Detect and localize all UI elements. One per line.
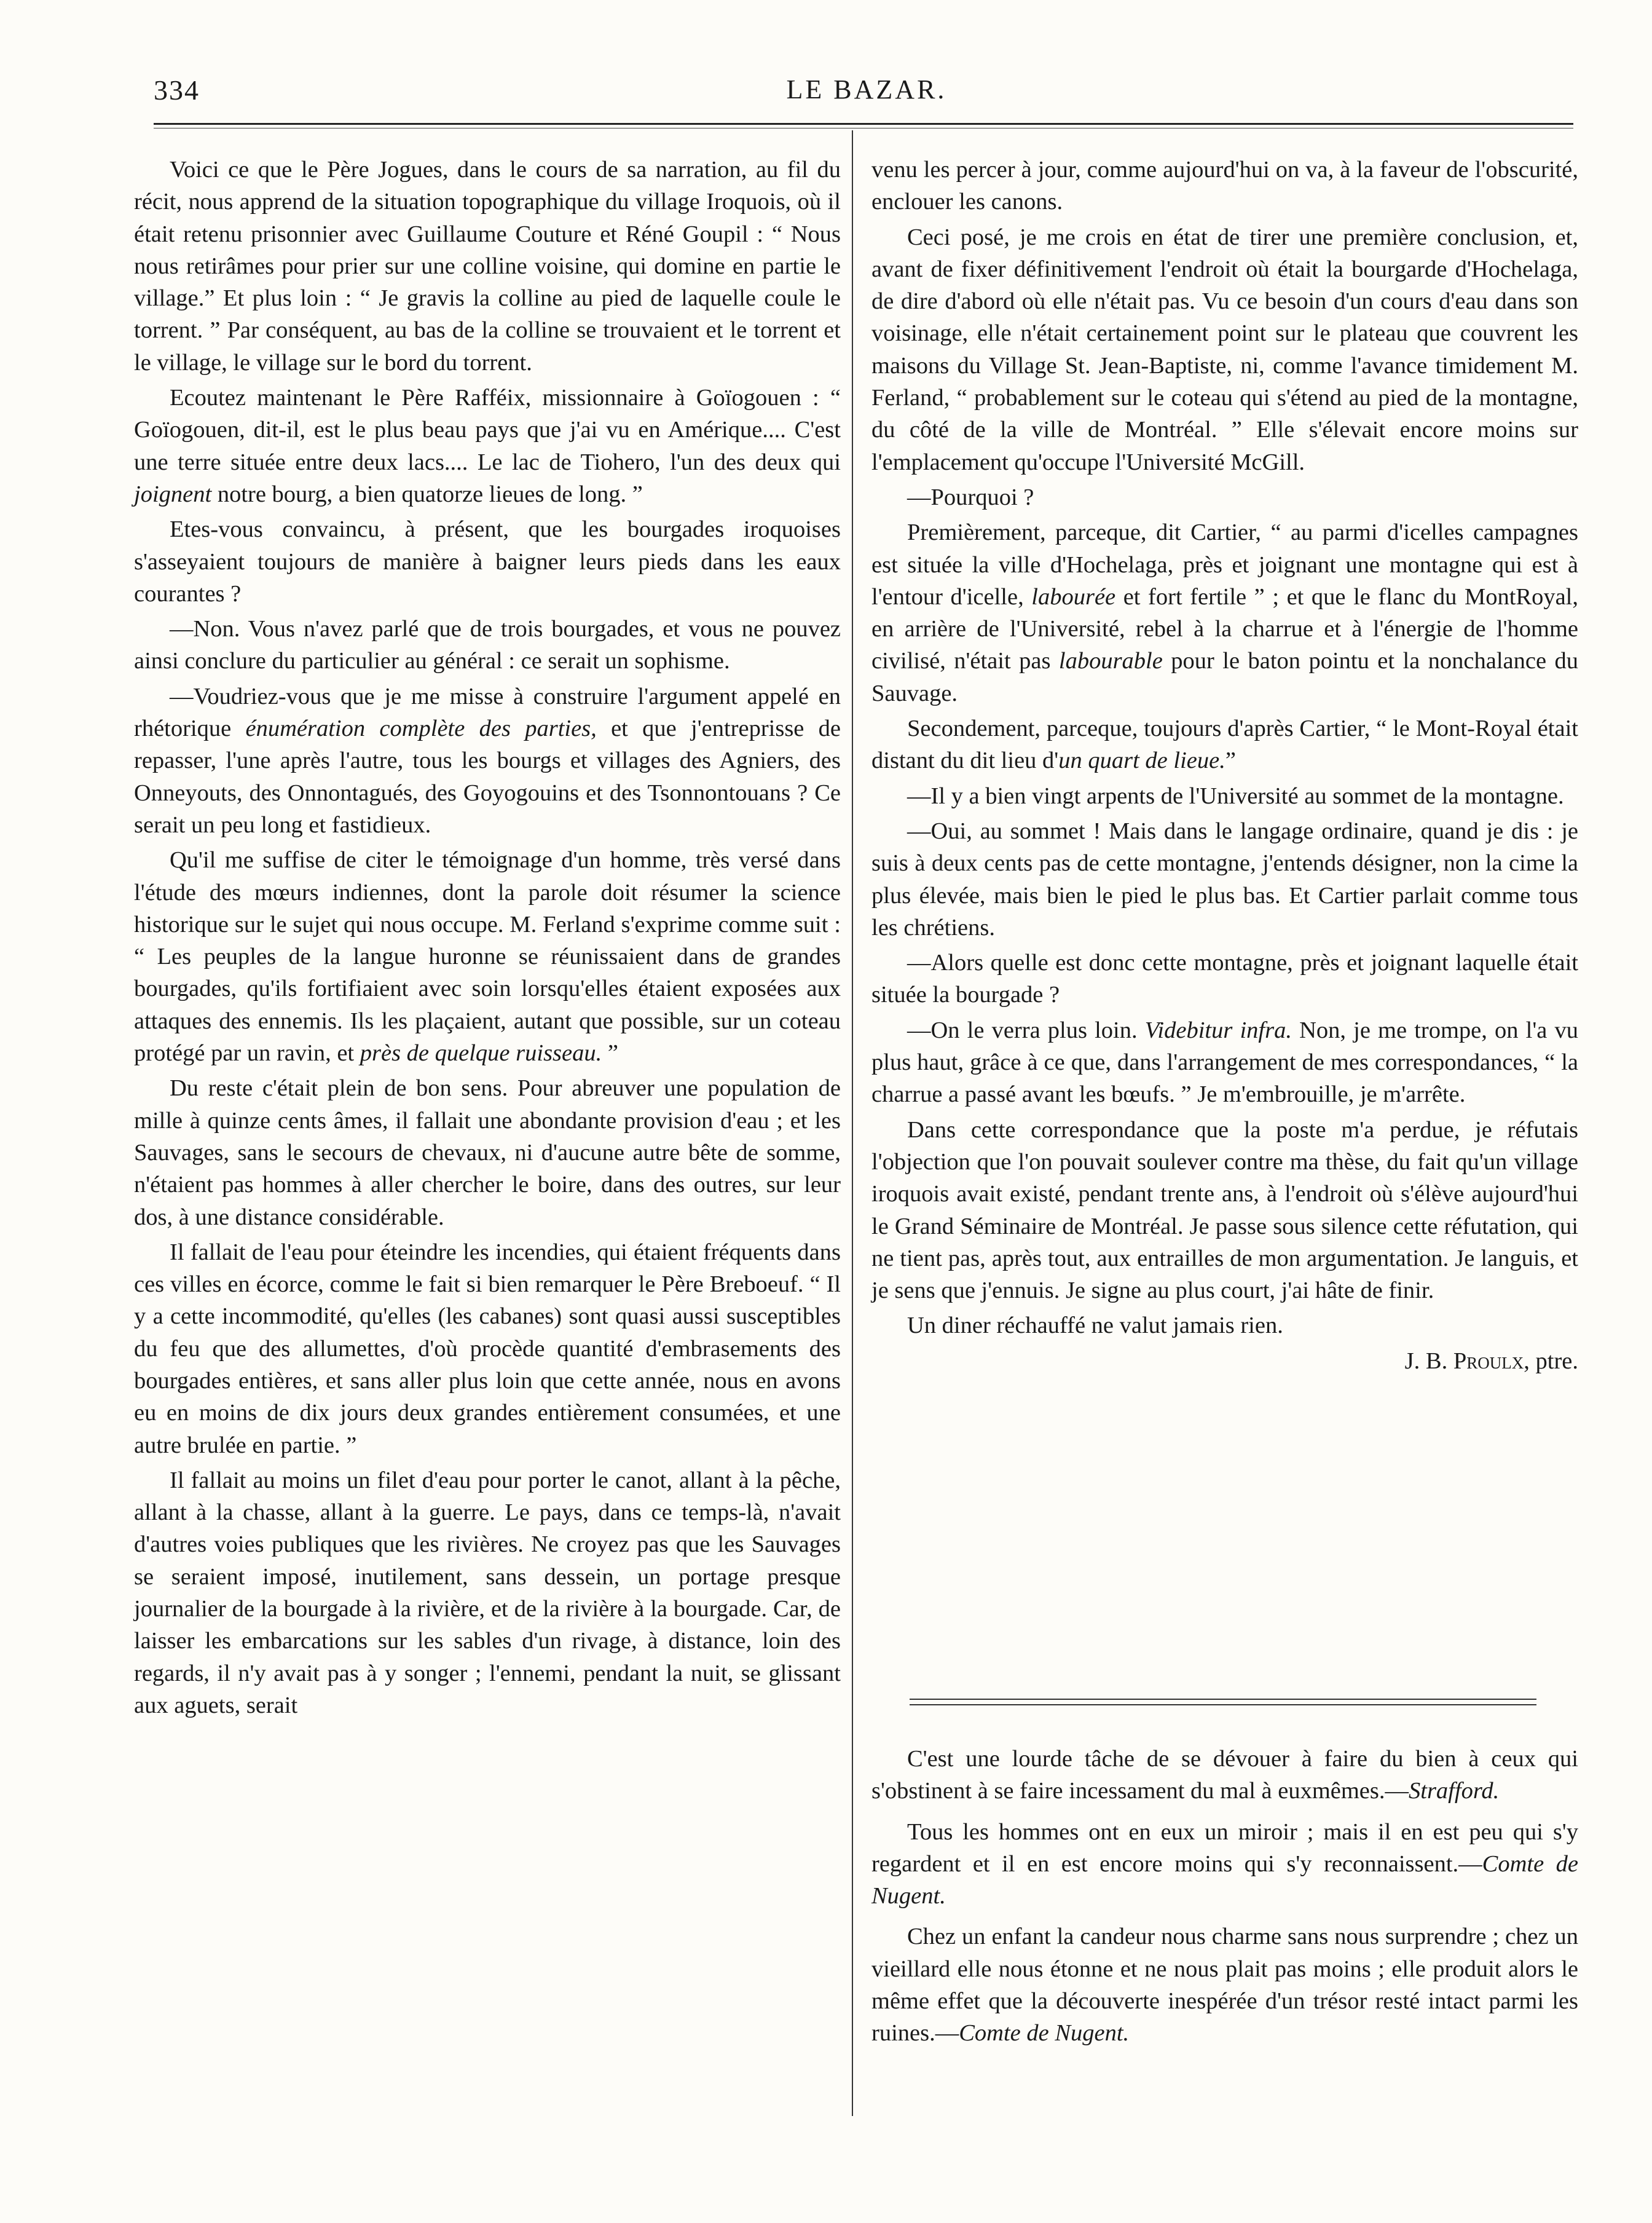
left-column-paragraph: [134, 1072, 841, 1233]
right-column-paragraph: [871, 1309, 1578, 1341]
signature-name: Proulx: [1453, 1348, 1524, 1374]
paragraph-text: Non, je me trompe, on l'a vu plus haut, grâce à ce que, dans l'arrangement de mes correspondances, “ la charrue a passé avant les bœufs. ” Je m'embrouille, je m'arrête.: [871, 1017, 1578, 1108]
paragraph-text: venu les percer à jour, comme aujourd'hui on va, à la faveur de l'obscurité, enclouer les canons.: [871, 157, 1578, 215]
paragraph-text: pour le baton pointu et la nonchalance du Sauvage.: [871, 648, 1578, 706]
paragraph-text: —Pourquoi ?: [907, 484, 1034, 510]
right-column-paragraph: [871, 1114, 1578, 1307]
paragraph-text: Voici ce que le Père Jogues, dans le cours de sa narration, au fil du récit, nous apprend de la situation topographique du village Iroquois, où il était retenu prisonnier avec Guillaume Couture et Réné Goupil : “ Nous nous retirâmes pour prier sur une colline voisine, qui domine en partie le village.” Et plus loin : “ Je gravis la colline au pied de laquelle coule le torrent. ” Par conséquent, au bas de la colline se trouvaient et le torrent et le village, le village sur le bord du torrent.: [134, 157, 841, 376]
paragraph-text: —Il y a bien vingt arpents de l'Université au sommet de la montagne.: [907, 783, 1564, 809]
section-rule-second: [910, 1704, 1536, 1705]
left-column-paragraph: [134, 844, 841, 1069]
paragraph-italic: près de quelque ruisseau.: [360, 1040, 602, 1067]
left-column-paragraph: [134, 1464, 841, 1721]
right-column-body: [871, 154, 1578, 1342]
paragraph-text: Premièrement, parceque, dit Cartier, “ au parmi d'icelles campagnes est située la ville d'Hochelaga, près et joignant une montagne qui est à l'entour d'icelle,: [871, 519, 1578, 610]
paragraph-italic: un quart de lieue.: [1058, 748, 1225, 774]
paragraph-text: Il fallait de l'eau pour éteindre les incendies, qui étaient fréquents dans ces villes en écorce, comme le fait si bien remarquer le Père Breboeuf. “ Il y a cette incommodité, qu'elles (les cabanes) sont quasi aussi susceptibles du feu que des allumettes, d'où procède quantité d'embrasements des bourgades entières, et sans aller plus loin que cette année, nous en avons eu en moins de dix jours deux grandes entièrement consumées, et une autre brulée en partie. ”: [134, 1239, 841, 1458]
paragraph-text: ”: [1225, 748, 1236, 774]
paragraph-text: Dans cette correspondance que la poste m'a perdue, je réfutais l'objection que l'on pouvait soulever contre ma thèse, du fait qu'un village iroquois avait existé, pendant trente ans, à l'endroit où s'élève aujourd'hui le Grand Séminaire de Montréal. Je passe sous silence cette réfutation, qui ne tient pas, après tout, aux entrailles de mon argumentation. Je languis, et je sens que j'ennuis. Je signe au plus court, j'ai hâte de finir.: [871, 1116, 1578, 1304]
paragraph-text: Secondement, parceque, toujours d'après Cartier, “ le Mont-Royal était distant du dit lieu d': [871, 716, 1578, 774]
right-column: [871, 154, 1578, 1380]
right-column-paragraph: [871, 154, 1578, 218]
header-rule: [154, 123, 1573, 125]
paragraph-italic: labourable: [1058, 648, 1163, 674]
paragraph-italic: énumération complète des parties,: [245, 716, 597, 742]
left-column-paragraph: [134, 613, 841, 677]
paragraph-text: —On le verra plus loin.: [907, 1017, 1145, 1043]
maxims-section: [871, 1743, 1578, 2058]
paragraph-italic: Videbitur infra.: [1144, 1017, 1292, 1043]
right-column-paragraph: [871, 481, 1578, 513]
right-column-paragraph: [871, 221, 1578, 478]
left-column-paragraph: [134, 1236, 841, 1461]
left-column: [134, 154, 841, 1724]
paragraph-text: Chez un enfant la candeur nous charme sans nous surprendre ; chez un vieillard elle nous étonne et ne nous plait pas moins ; elle produit alors le même effet que la découverte inespérée d'un trésor resté intact parmi les ruines.—: [871, 1924, 1578, 2047]
left-column-paragraph: [134, 681, 841, 841]
maxim-paragraph: [871, 1921, 1578, 2049]
page-number: 334: [154, 74, 200, 106]
paragraph-italic: labourée: [1031, 583, 1116, 610]
right-column-paragraph: [871, 516, 1578, 709]
paragraph-text: et que j'entreprisse de repasser, l'une après l'autre, tous les bourgs et villages des Agniers, des Onneyouts, des Onnontagués, des Goyogouins et des Tsonnontouans ? Ce serait un peu long et fastidieux.: [134, 716, 841, 838]
paragraph-text: Etes-vous convaincu, à présent, que les bourgades iroquoises s'asseyaient toujours de manière à baigner leurs pieds dans les eaux courantes ?: [134, 516, 841, 607]
page-header: [154, 74, 1579, 123]
signature-initials: J. B.: [1404, 1348, 1453, 1374]
signature-suffix: , ptre.: [1524, 1348, 1578, 1374]
signature: [871, 1345, 1578, 1377]
right-column-paragraph: [871, 815, 1578, 944]
paragraph-text: Ecoutez maintenant le Père Rafféix, missionnaire à Goïogouen : “ Goïogouen, dit-il, est le plus beau pays que j'ai vu en Amérique.... C'est une terre située entre deux lacs.... Le lac de Tiohero, l'un des deux qui: [134, 385, 841, 475]
running-title: LE BAZAR.: [786, 74, 947, 105]
left-column-paragraph: [134, 382, 841, 510]
paragraph-italic: joignent: [134, 481, 212, 507]
right-column-paragraph: [871, 713, 1578, 777]
section-rule: [910, 1699, 1536, 1700]
paragraph-text: C'est une lourde tâche de se dévouer à faire du bien à ceux qui s'obstinent à se faire incessament du mal à euxmêmes.—: [871, 1746, 1578, 1804]
right-column-paragraph: [871, 780, 1578, 812]
paragraph-text: —Non. Vous n'avez parlé que de trois bourgades, et vous ne pouvez ainsi conclure du particulier au général : ce serait un sophisme.: [134, 616, 841, 674]
paragraph-text: Il fallait au moins un filet d'eau pour porter le canot, allant à la pêche, allant à la chasse, allant à la guerre. Le pays, dans ce temps-là, n'avait d'autres voies publiques que les rivières. Ne croyez pas que les Sauvages se seraient imposé, inutilement, sans dessein, un portage presque journalier de la bourgade à la rivière, et de la rivière à la bourgade. Car, de laisser les embarcations sur les sables d'un rivage, à distance, loin des regards, il n'y avait pas à y songer ; l'ennemi, pendant la nuit, se glissant aux aguets, serait: [134, 1467, 841, 1718]
left-column-paragraph: [134, 154, 841, 379]
paragraph-text: Ceci posé, je me crois en état de tirer une première conclusion, et, avant de fixer définitivement l'endroit où était la bourgarde d'Hochelaga, de dire d'abord où elle n'était pas. Vu ce besoin d'un cours d'eau dans son voisinage, elle n'était certainement point sur le plateau que couvrent les maisons du Village St. Jean-Baptiste, ni, comme l'avance timidement M. Ferland, “ probablement sur le coteau qui s'étend au pied de la montagne, du côté de la ville de Montréal. ” Elle s'élevait encore moins sur l'emplacement qu'occupe l'Université McGill.: [871, 224, 1578, 475]
paragraph-italic: Strafford.: [1409, 1778, 1500, 1804]
paragraph-text: Qu'il me suffise de citer le témoignage d'un homme, très versé dans l'étude des mœurs indiennes, dont la parole doit résumer la science historique sur le sujet qui nous occupe. M. Ferland s'exprime comme suit : “ Les peuples de la langue huronne se réunissaient dans de grandes bourgades, qu'ils fortifiaient avec soin lorsqu'elles étaient exposées aux attaques des ennemis. Ils les plaçaient, autant que possible, sur un coteau protégé par un ravin, et: [134, 847, 841, 1067]
paragraph-text: Du reste c'était plein de bon sens. Pour abreuver une population de mille à quinze cents âmes, il fallait une abondante provision d'eau ; et les Sauvages, sans le secours de chevaux, ni d'aucune autre bête de somme, n'étaient pas hommes à aller chercher le boire, dans des outres, sur leur dos, à une distance considérable.: [134, 1075, 841, 1230]
paragraph-text: et fort fertile ” ; et que le flanc du MontRoyal, en arrière de l'Université, rebel à la charrue et à l'énergie de l'homme civilisé, n'était pas: [871, 583, 1578, 674]
right-column-paragraph: [871, 1014, 1578, 1111]
paragraph-text: ”: [602, 1040, 618, 1067]
paragraph-text: notre bourg, a bien quatorze lieues de long. ”: [211, 481, 643, 507]
paragraph-text: Tous les hommes ont en eux un miroir ; mais il en est peu qui s'y regardent et il en est encore moins qui s'y reconnaissent.—: [871, 1818, 1578, 1877]
right-column-paragraph: [871, 947, 1578, 1011]
paragraph-italic: Comte de Nugent.: [871, 1850, 1579, 1909]
maxim-paragraph: [871, 1743, 1578, 1807]
paragraph-text: —Oui, au sommet ! Mais dans le langage ordinaire, quand je dis : je suis à deux cents pas de cette montagne, j'entends désigner, non la cime la plus élevée, mais bien le pied le plus bas. Et Cartier parlait comme tous les chrétiens.: [871, 818, 1578, 941]
paragraph-text: —Voudriez-vous que je me misse à construire l'argument appelé en rhétorique: [134, 683, 841, 742]
column-divider: [852, 130, 853, 2116]
paragraph-text: —Alors quelle est donc cette montagne, près et joignant laquelle était située la bourgade ?: [871, 950, 1578, 1008]
paragraph-italic: Comte de Nugent.: [959, 2020, 1130, 2047]
maxim-paragraph: [871, 1816, 1578, 1913]
paragraph-text: Un diner réchauffé ne valut jamais rien.: [907, 1313, 1283, 1339]
left-column-paragraph: [134, 513, 841, 610]
